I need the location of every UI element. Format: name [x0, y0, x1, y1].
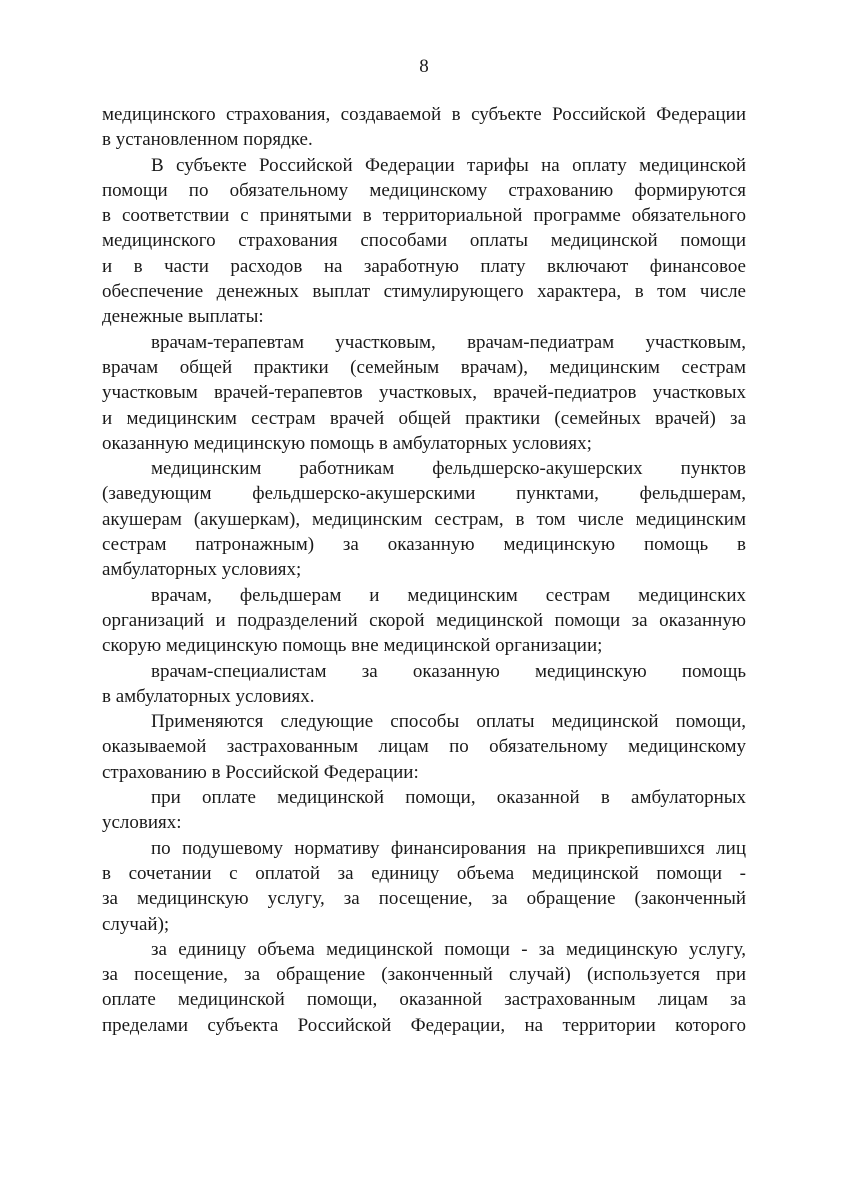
text-line: в установленном порядке.	[102, 129, 313, 151]
paragraph	[102, 836, 746, 937]
document-body	[102, 102, 746, 1038]
page-number: 8	[419, 56, 429, 77]
text-line: медицинского страхования способами оплаты медицинской помощи	[102, 230, 746, 252]
text-line: при оплате медицинской помощи, оказанной в амбулаторных	[151, 787, 746, 809]
text-line: денежные выплаты:	[102, 306, 264, 328]
text-line: участковым врачей-терапевтов участковых, врачей-педиатров участковых	[102, 382, 746, 404]
paragraph	[102, 583, 746, 659]
text-line: по подушевому нормативу финансирования на прикрепившихся лиц	[151, 837, 746, 859]
paragraph	[102, 659, 746, 710]
text-line: амбулаторных условиях;	[102, 559, 302, 581]
text-line: в сочетании с оплатой за единицу объема медицинской помощи -	[102, 862, 746, 884]
text-line: помощи по обязательному медицинскому страхованию формируются	[102, 179, 746, 201]
text-line: в амбулаторных условиях.	[102, 685, 315, 707]
paragraph	[102, 153, 746, 330]
text-line: и в части расходов на заработную плату включают финансовое	[102, 255, 746, 277]
text-line: в соответствии с принятыми в территориальной программе обязательного	[102, 205, 746, 227]
text-line: врачам-специалистам за оказанную медицинскую помощь	[151, 660, 746, 682]
text-line: (заведующим фельдшерско-акушерскими пунктами, фельдшерам,	[102, 483, 746, 505]
text-line: за медицинскую услугу, за посещение, за обращение (законченный	[102, 888, 746, 910]
text-line: оплате медицинской помощи, оказанной застрахованным лицам за	[102, 989, 746, 1011]
paragraph	[102, 709, 746, 785]
text-line: организаций и подразделений скорой медицинской помощи за оказанную	[102, 609, 746, 631]
paragraph	[102, 937, 746, 1038]
text-line: за единицу объема медицинской помощи - за медицинскую услугу,	[151, 938, 746, 960]
text-line: обеспечение денежных выплат стимулирующего характера, в том числе	[102, 281, 746, 303]
text-line: акушерам (акушеркам), медицинским сестрам, в том числе медицинским	[102, 508, 746, 530]
text-line: сестрам патронажным) за оказанную медицинскую помощь в	[102, 534, 746, 556]
text-line: оказанную медицинскую помощь в амбулаторных условиях;	[102, 432, 592, 454]
text-line: врачам общей практики (семейным врачам), медицинским сестрам	[102, 356, 746, 378]
text-line: скорую медицинскую помощь вне медицинской организации;	[102, 635, 603, 657]
text-line: В субъекте Российской Федерации тарифы на оплату медицинской	[151, 154, 746, 176]
text-line: за посещение, за обращение (законченный случай) (используется при	[102, 964, 746, 986]
paragraph	[102, 456, 746, 582]
text-line: врачам, фельдшерам и медицинским сестрам медицинских	[151, 584, 746, 606]
text-line: страхованию в Российской Федерации:	[102, 761, 419, 783]
text-line: оказываемой застрахованным лицам по обязательному медицинскому	[102, 736, 746, 758]
text-line: случай);	[102, 913, 170, 935]
text-line: условиях:	[102, 812, 182, 834]
text-line: Применяются следующие способы оплаты медицинской помощи,	[151, 711, 746, 733]
paragraph	[102, 785, 746, 836]
text-line: врачам-терапевтам участковым, врачам-педиатрам участковым,	[151, 331, 746, 353]
paragraph	[102, 330, 746, 456]
text-line: медицинского страхования, создаваемой в субъекте Российской Федерации	[102, 104, 746, 125]
paragraph	[102, 102, 746, 153]
text-line: медицинским работникам фельдшерско-акушерских пунктов	[151, 458, 746, 480]
text-line: и медицинским сестрам врачей общей практики (семейных врачей) за	[102, 407, 746, 429]
text-line: пределами субъекта Российской Федерации, на территории которого	[102, 1014, 746, 1036]
